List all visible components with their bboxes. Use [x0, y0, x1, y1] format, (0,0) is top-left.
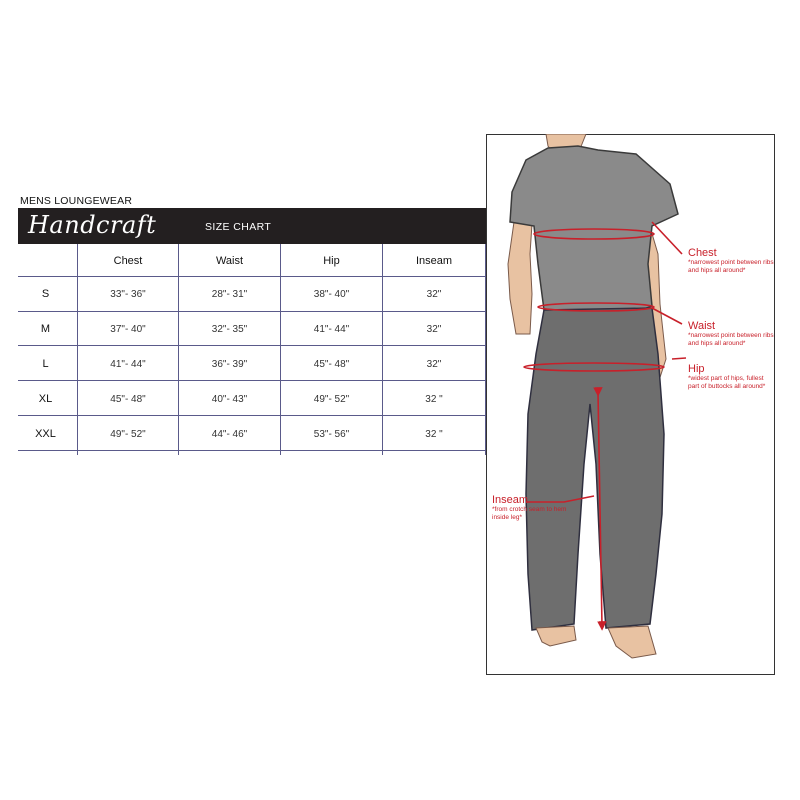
column-header-inseam: Inseam	[415, 255, 453, 267]
table-cell: 32 "	[425, 429, 443, 440]
table-cell: 32"	[426, 324, 442, 335]
table-cell: 40"- 43"	[211, 394, 248, 405]
table-cell: 41"- 44"	[110, 359, 146, 370]
table-cell: 32"	[426, 359, 442, 370]
table-cell: 45"- 48"	[110, 394, 146, 405]
figure-pants	[526, 308, 664, 630]
table-cell: 36"- 39"	[211, 359, 248, 370]
chest-callout-title: Chest	[688, 247, 717, 259]
row-label-size: S	[41, 288, 50, 300]
chest-callout	[688, 247, 778, 275]
figure-left-arm	[508, 222, 532, 334]
inseam-callout-note: *from crotch seam to hem inside leg*	[492, 506, 567, 521]
table-cell: 33"- 36"	[110, 289, 146, 300]
table-cell: 49"- 52"	[110, 429, 146, 440]
table-cell: 45"- 48"	[313, 359, 350, 370]
chest-callout-note: *narrowest point between ribs and hips all around*	[688, 259, 774, 274]
hip-leader-line	[672, 358, 686, 359]
table-cell: 41"- 44"	[313, 324, 350, 335]
figure-left-foot	[536, 626, 576, 646]
row-label-size: XL	[38, 393, 53, 405]
hip-callout-note: *widest part of hips, fullest part of buttocks all around*	[688, 375, 766, 390]
table-cell: 28"- 31"	[211, 289, 248, 300]
inseam-callout-title: Inseam	[492, 494, 529, 506]
size-table	[18, 244, 486, 455]
table-divider	[18, 450, 486, 451]
table-divider	[18, 380, 486, 381]
row-label-size: M	[40, 323, 51, 335]
waist-callout	[688, 320, 778, 348]
inseam-callout	[492, 494, 572, 522]
column-header-hip: Hip	[323, 255, 340, 267]
brand-logo: Handcraft	[28, 211, 157, 239]
figure-right-foot	[608, 626, 656, 658]
hip-callout-title: Hip	[688, 363, 705, 375]
table-cell: 53"- 56"	[313, 429, 350, 440]
row-label-size: L	[42, 358, 49, 370]
table-cell: 32"	[426, 289, 442, 300]
hip-callout	[688, 363, 776, 391]
table-divider	[18, 415, 486, 416]
chart-title: SIZE CHART	[205, 221, 272, 233]
table-cell: 44"- 46"	[211, 429, 248, 440]
table-cell: 32 "	[425, 394, 443, 405]
table-cell: 32"- 35"	[211, 324, 248, 335]
measurement-illustration	[486, 134, 775, 675]
table-divider	[18, 276, 486, 277]
row-label-size: XXL	[35, 428, 56, 440]
waist-callout-note: *narrowest point between ribs and hips all around*	[688, 332, 774, 347]
brand-banner	[18, 208, 486, 244]
chart-heading: MENS LOUNGEWEAR	[20, 195, 133, 207]
table-divider	[18, 311, 486, 312]
table-cell: 38"- 40"	[313, 289, 350, 300]
column-header-waist: Waist	[215, 255, 244, 267]
waist-callout-title: Waist	[688, 320, 716, 332]
table-cell: 37"- 40"	[110, 324, 146, 335]
table-divider	[18, 345, 486, 346]
column-header-chest: Chest	[113, 255, 143, 267]
table-cell: 49"- 52"	[313, 394, 350, 405]
